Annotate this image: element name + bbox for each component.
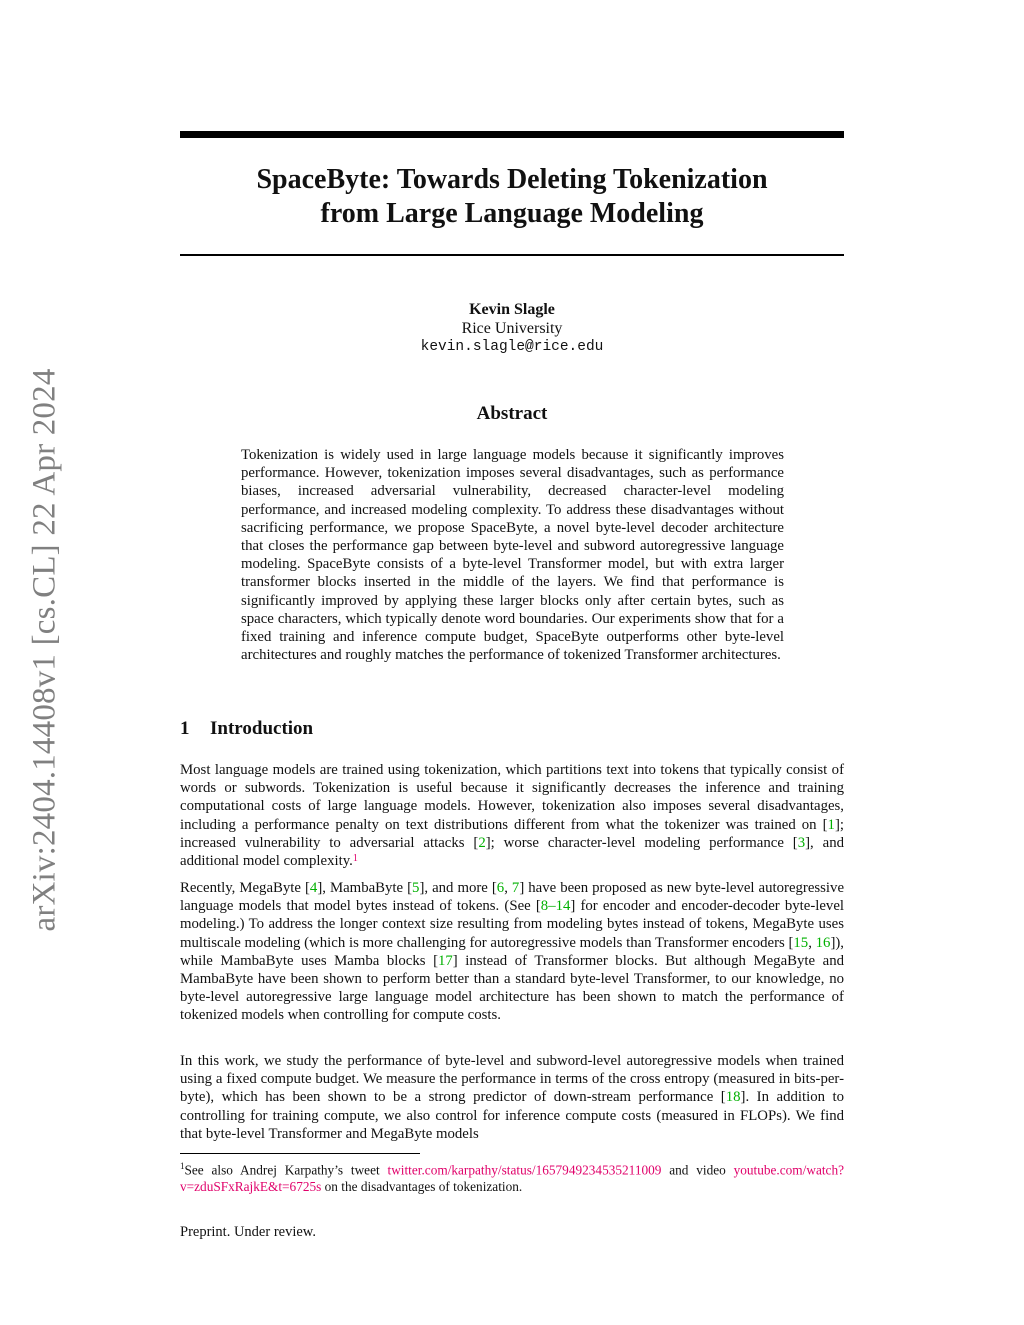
title-rule-top xyxy=(180,131,844,138)
citation-link[interactable]: 3 xyxy=(797,834,806,851)
author-name: Kevin Slagle xyxy=(469,301,555,318)
youtube-link[interactable]: youtube.com/watch?v=zduSFxRajkE&t=6725s xyxy=(180,1162,844,1195)
footnote-marker[interactable]: 1 xyxy=(352,853,358,865)
citation-link[interactable]: 4 xyxy=(309,880,318,896)
footnote-number: 1 xyxy=(180,1161,185,1171)
footnote: $^1$See also Andrej Karpathy’s tweet twitter.com/karpathy/status/1657949234535211009 and video youtube.com/watch?v=zduSFxRajkE&t=6725s on the disadvantages of tokenization. xyxy=(180,1161,844,1195)
intro-paragraph-2: Recently, MegaByte [4], MambaByte [5], and more [6, 7] have been proposed as new byte-level autoregressive language models that model bytes instead of tokens. (See [8–14] for encoder and encoder-decoder byte-level modeling.) To address the longer context size resulting from modeling bytes instead of tokens, MegaByte uses multiscale modeling (which is more challenging for autoregressive models than Transformer encoders [15, 16]), while MambaByte uses Mamba blocks [17] instead of Transformer blocks. But although MegaByte and MambaByte have been shown to perform better than a standard byte-level Transformer, to our knowledge, no byte-level autoregressive large language model architecture has been shown to match the performance of tokenized models when controlling for compute costs. xyxy=(180,880,845,1024)
citation-link[interactable]: 6 xyxy=(496,880,505,896)
citation-link[interactable]: 2 xyxy=(478,834,486,851)
section-number: 1 xyxy=(180,718,190,739)
paper-title xyxy=(180,163,844,231)
abstract-heading: Abstract xyxy=(476,403,548,424)
arxiv-sidebar xyxy=(22,355,68,945)
citation-link[interactable]: 18 xyxy=(725,1089,741,1106)
citation-link[interactable]: 17 xyxy=(438,952,453,969)
author-block xyxy=(180,300,844,357)
section-title: Introduction xyxy=(210,718,314,739)
citation-link[interactable]: 1 xyxy=(827,816,835,833)
title-line-2: from Large Language Modeling xyxy=(320,198,704,229)
section-heading xyxy=(180,718,313,740)
citation-link[interactable]: 16 xyxy=(815,934,831,951)
title-rule-bottom xyxy=(180,254,844,256)
author-email[interactable]: kevin.slagle@rice.edu xyxy=(420,339,604,355)
author-affiliation: Rice University xyxy=(461,320,563,337)
citation-link[interactable]: 5 xyxy=(412,880,420,896)
intro-paragraph-3: In this work, we study the performance of byte-level and subword-level autoregressive models when trained using a fixed compute budget. We measure the performance in terms of the cross entropy (measured in bits-per-byte), which has been shown to be a strong predictor of down-stream performance [18]. In addition to controlling for training compute, we also control for inference compute costs (measured in FLOPs). We find that byte-level Transformer and MegaByte models xyxy=(180,1053,844,1142)
twitter-link[interactable]: twitter.com/karpathy/status/1657949234535211009 xyxy=(387,1162,662,1178)
arxiv-identifier: arXiv:2404.14408v1 [cs.CL] 22 Apr 2024 xyxy=(26,368,63,932)
preprint-note: Preprint. Under review. xyxy=(180,1224,316,1240)
citation-link[interactable]: 15 xyxy=(793,934,809,951)
intro-paragraph-1: Most language models are trained using tokenization, which partitions text into tokens that typically consist of words or subwords. Tokenization is useful because it significantly decreases the inference and training computational costs of large language models. However, tokenization also imposes several disadvantages, including a performance penalty on text distributions different from what the tokenizer was trained on [1]; increased vulnerability to adversarial attacks [2]; worse character-level modeling performance [3], and additional model complexity.$^1$ xyxy=(180,762,844,870)
footnote-rule xyxy=(180,1153,420,1154)
citation-link[interactable]: 8–14 xyxy=(540,898,571,915)
title-line-1: SpaceByte: Towards Deleting Tokenization xyxy=(256,164,768,195)
abstract-text: Tokenization is widely used in large language models because it significantly improves performance. However, tokenization imposes several disadvantages, such as performance biases, increased adversarial vulnerability, decreased character-level modeling performance, and increased modeling complexity. To address these disadvantages without sacrificing performance, we propose SpaceByte, a novel byte-level decoder architecture that closes the performance gap between byte-level and subword autoregressive language modeling. SpaceByte consists of a byte-level Transformer model, but with extra larger transformer blocks inserted in the middle of the layers. We find that performance is significantly improved by applying these larger blocks only after certain bytes, such as space characters, which typically denote word boundaries. Our experiments show that for a fixed training and inference compute budget, SpaceByte outperforms other byte-level architectures and roughly matches the performance of tokenized Transformer architectures. xyxy=(241,447,784,664)
citation-link[interactable]: 7 xyxy=(511,880,520,896)
